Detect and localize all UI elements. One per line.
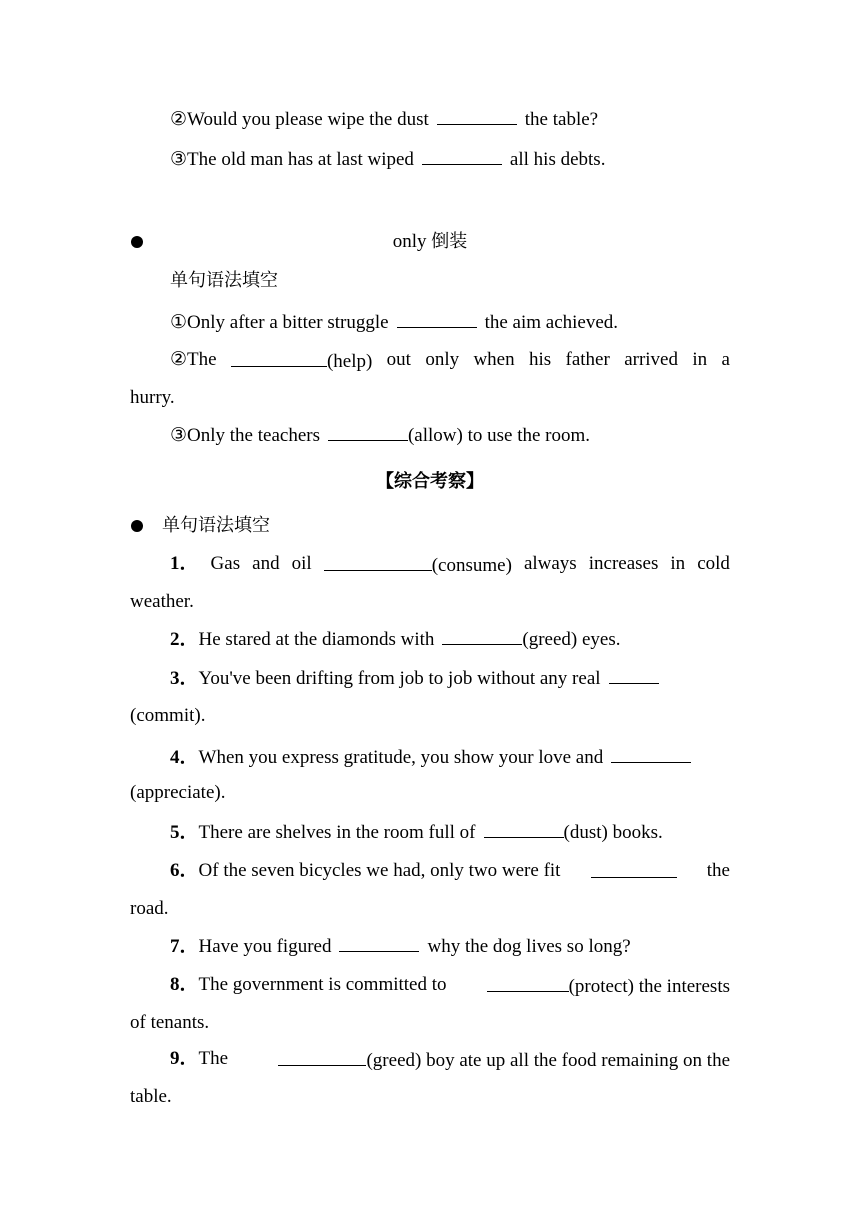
word: his [528,349,552,370]
word: when [473,349,515,370]
question-text: Have you figured [198,936,332,957]
answer-blank[interactable] [231,348,327,367]
review-item-4: 4．When you express gratitude, you show your love and [170,744,699,770]
word: in [670,553,686,574]
answer-blank[interactable] [484,819,564,838]
question-text: You've been drifting from job to job without any real [198,668,601,689]
only-subheading: 单句语法填空 [170,270,278,291]
review-subheading: 单句语法填空 [162,515,270,536]
review-item-9-cont: table. [130,1086,172,1107]
word-group: (greed) boy ate up all the food remaining on the [278,1047,730,1073]
word: in [692,349,708,370]
item-number: 1． [170,553,199,574]
review-item-7: 7．Have you figured why the dog lives so long? [170,933,631,959]
question-text: the aim achieved. [484,312,619,333]
question-text: (dust) books. [563,822,663,843]
answer-blank[interactable] [442,626,522,645]
question-text: the [706,860,730,881]
question-text: 9．The [170,1048,229,1069]
word-group: (protect) the interests [487,973,730,999]
word: cold [697,553,730,574]
only-question-3 [170,422,590,448]
review-item-3: 3．You've been drifting from job to job without any real [170,665,667,691]
question-text: all his debts. [509,149,606,170]
wipe-question-3 [170,146,605,172]
word: ②The [170,349,217,370]
item-number: 4 [170,747,180,768]
item-number: 2 [170,629,180,650]
section-heading-only [0,230,860,254]
review-item-4-cont: (appreciate). [130,782,226,803]
only-question-2 [170,348,730,374]
review-item-2: 2．He stared at the diamonds with (greed) eyes. [170,626,620,652]
answer-blank[interactable] [609,665,659,684]
question-text: ②Would you please wipe the dust [170,109,429,130]
question-text: When you express gratitude, you show your love and [198,747,604,768]
word: arrived [624,349,678,370]
review-item-8 [170,973,730,999]
review-item-9 [170,1047,730,1073]
heading-en: only [392,231,427,252]
question-text: (greed) eyes. [522,629,621,650]
bullet-icon [131,520,143,532]
item-number: 3 [170,668,180,689]
answer-blank[interactable] [422,146,502,165]
only-question-1 [170,309,618,335]
word: a [721,349,730,370]
wipe-question-2 [170,106,598,132]
question-text: He stared at the diamonds with [198,629,435,650]
answer-blank[interactable] [437,106,517,125]
question-text: There are shelves in the room full of [198,822,476,843]
word: oil [291,553,312,574]
review-item-6 [170,859,730,883]
heading-zh: 倒装 [431,231,468,252]
answer-blank[interactable] [397,309,477,328]
review-item-3-cont: (commit). [130,705,206,726]
word: out [386,349,411,370]
review-item-5: 5．There are shelves in the room full of (dust) books. [170,819,663,845]
review-item-6-cont: road. [130,898,169,919]
answer-blank[interactable] [278,1047,366,1066]
answer-blank[interactable] [487,973,569,992]
answer-blank[interactable] [324,552,432,571]
word: and [252,553,280,574]
item-number: 7 [170,936,180,957]
item-number: 5 [170,822,180,843]
word: (help) [326,351,373,372]
question-text: 8．The government is committed to [170,974,447,995]
answer-blank[interactable] [339,933,419,952]
question-text: the table? [524,109,599,130]
word: always [523,553,577,574]
word: Gas [210,553,241,574]
answer-blank[interactable] [591,859,677,878]
word: only [425,349,460,370]
question-text: ③The old man has at last wiped [170,149,414,170]
question-text: (allow) to use the room. [407,425,591,446]
question-text: why the dog lives so long? [427,936,631,957]
word-group [231,348,372,374]
answer-blank[interactable] [611,744,691,763]
only-question-2-cont: hurry. [130,387,175,408]
word: increases [588,553,659,574]
review-item-1 [170,552,730,578]
review-title: 【综合考察】 [376,471,484,492]
word-group: (consume) [324,552,512,578]
question-text: ③Only the teachers [170,425,320,446]
word: father [565,349,610,370]
question-text: ①Only after a bitter struggle [170,312,389,333]
review-item-8-cont: of tenants. [130,1012,210,1033]
answer-blank[interactable] [328,422,408,441]
question-text: 6．Of the seven bicycles we had, only two were fit [170,860,561,881]
review-item-1-cont: weather. [130,591,194,612]
